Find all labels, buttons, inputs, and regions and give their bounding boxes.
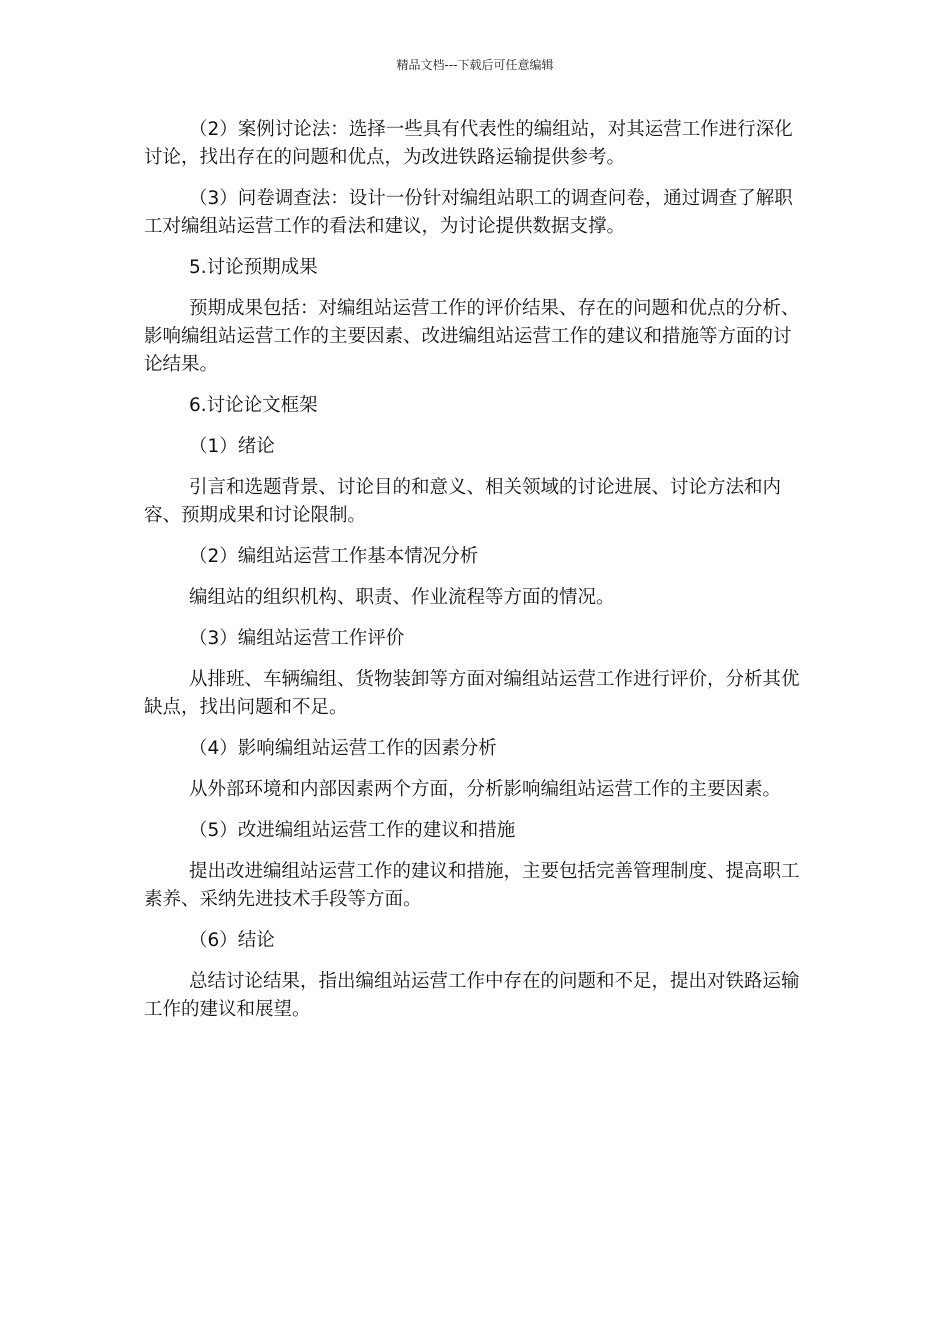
- paragraph-expected-results: 预期成果包括：对编组站运营工作的评价结果、存在的问题和优点的分析、影响编组站运营工作的主要因素、改进编组站运营工作的建议和措施等方面的讨论结果。: [144, 298, 800, 375]
- subheading-basic-analysis: （2）编组站运营工作基本情况分析: [189, 546, 479, 567]
- paragraph-introduction: 引言和选题背景、讨论目的和意义、相关领域的讨论进展、讨论方法和内容、预期成果和讨论限制。: [144, 477, 782, 526]
- paragraph-questionnaire: （3）问卷调查法：设计一份针对编组站职工的调查问卷，通过调查了解职工对编组站运营工作的看法和建议，为讨论提供数据支撑。: [144, 188, 793, 237]
- section-heading-expected-results: 5.讨论预期成果: [189, 257, 318, 278]
- page-header: 精品文档---下载后可任意编辑: [396, 58, 554, 72]
- subheading-improvements: （5）改进编组站运营工作的建议和措施: [189, 820, 516, 841]
- subheading-evaluation: （3）编组站运营工作评价: [189, 628, 405, 649]
- subheading-factor-analysis: （4）影响编组站运营工作的因素分析: [189, 738, 497, 759]
- subheading-introduction: （1）绪论: [189, 436, 275, 457]
- paragraph-improvements: 提出改进编组站运营工作的建议和措施，主要包括完善管理制度、提高职工素养、采纳先进技术手段等方面。: [144, 861, 800, 910]
- paragraph-factor-analysis: 从外部环境和内部因素两个方面，分析影响编组站运营工作的主要因素。: [189, 779, 782, 800]
- paragraph-case-discussion: （2）案例讨论法：选择一些具有代表性的编组站，对其运营工作进行深化讨论，找出存在的问题和优点，为改进铁路运输提供参考。: [144, 119, 793, 168]
- paragraph-evaluation: 从排班、车辆编组、货物装卸等方面对编组站运营工作进行评价，分析其优缺点，找出问题和不足。: [144, 669, 800, 718]
- subheading-conclusion: （6）结论: [189, 930, 275, 951]
- paragraph-basic-analysis: 编组站的组织机构、职责、作业流程等方面的情况。: [189, 587, 615, 608]
- section-heading-paper-framework: 6.讨论论文框架: [189, 395, 318, 416]
- document-body: [144, 116, 808, 1037]
- paragraph-conclusion: 总结讨论结果，指出编组站运营工作中存在的问题和不足，提出对铁路运输工作的建议和展望。: [144, 971, 800, 1020]
